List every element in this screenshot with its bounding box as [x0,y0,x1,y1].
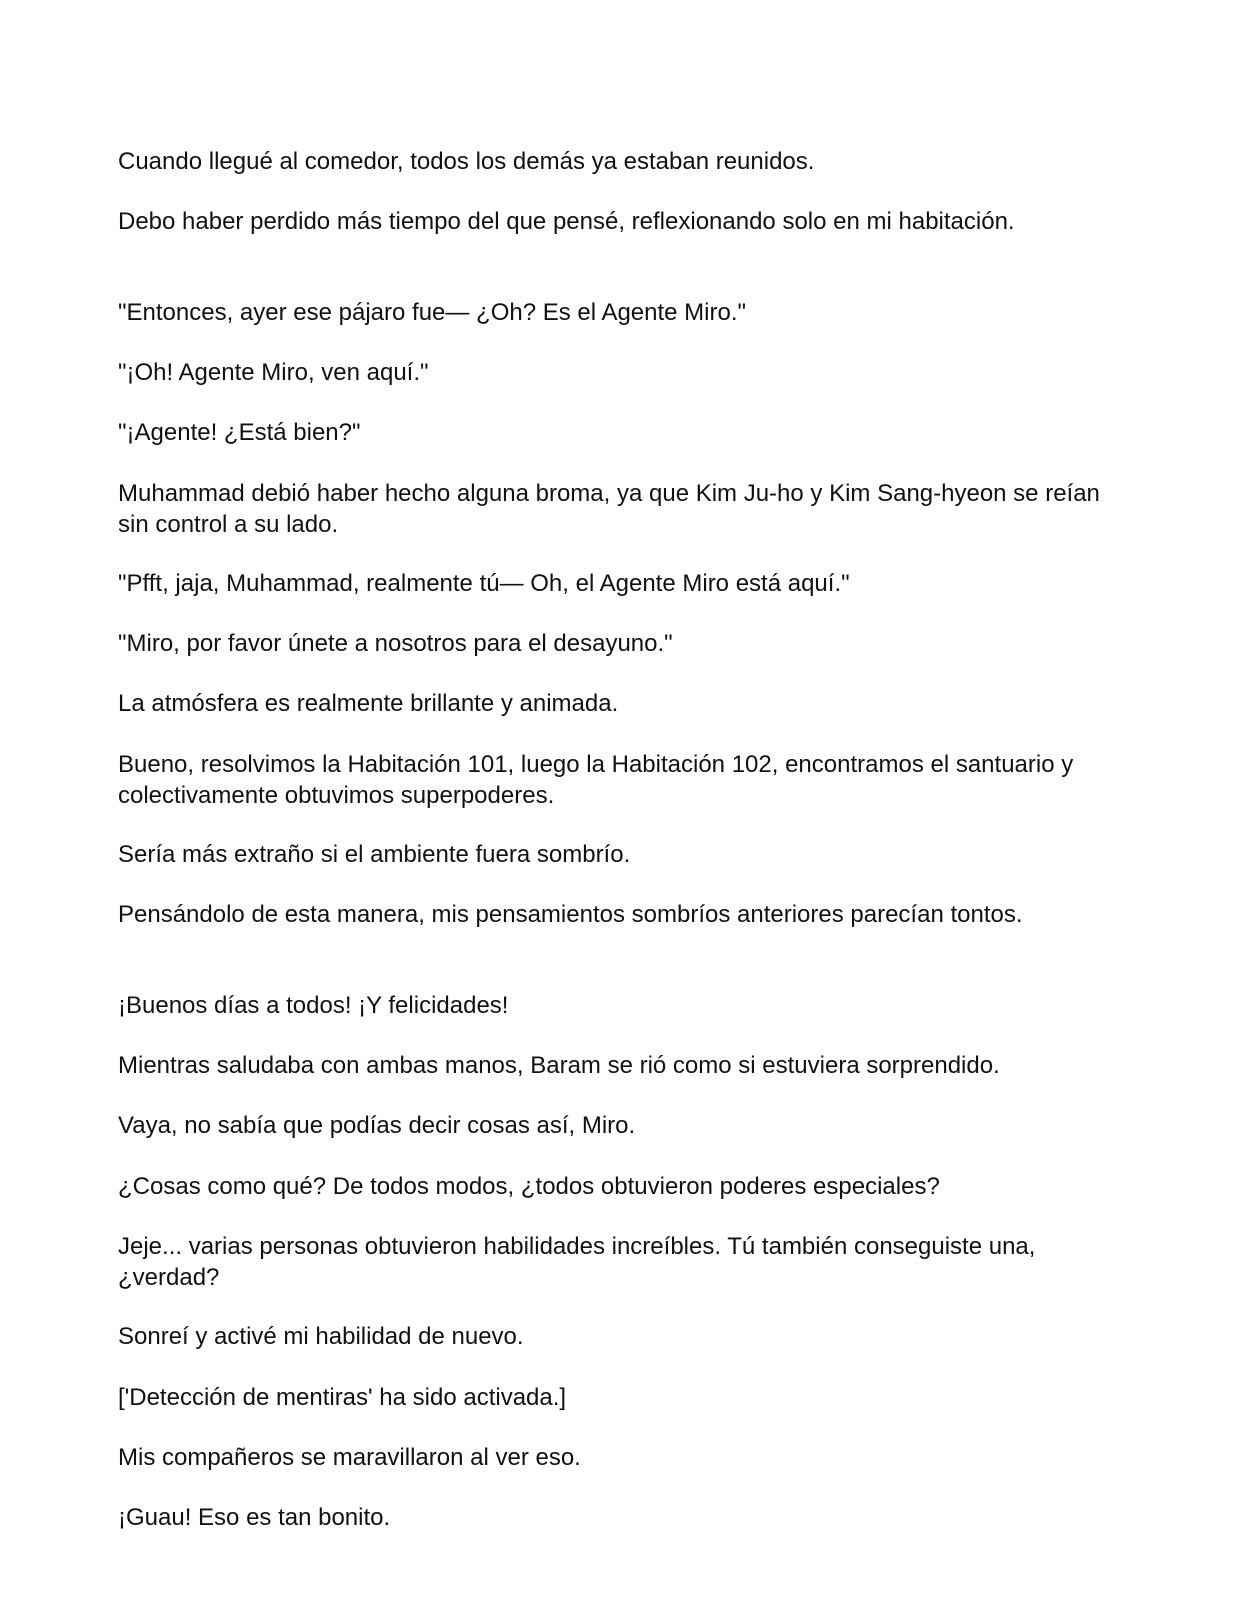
paragraph: ¡Buenos días a todos! ¡Y felicidades! [118,992,509,1019]
paragraph: Bueno, resolvimos la Habitación 101, luego la Habitación 102, encontramos el santuario y colectivamente obtuvimos superpoderes. [118,751,1074,809]
paragraph: "Entonces, ayer ese pájaro fue— ¿Oh? Es el Agente Miro." [118,299,747,326]
paragraph: ¿Cosas como qué? De todos modos, ¿todos obtuvieron poderes especiales? [118,1173,940,1200]
paragraph: Mientras saludaba con ambas manos, Baram se rió como si estuviera sorprendido. [118,1052,1000,1079]
paragraph: ¡Guau! Eso es tan bonito. [118,1504,391,1531]
paragraph: ['Detección de mentiras' ha sido activada.] [118,1384,567,1411]
paragraph: "¡Agente! ¿Está bien?" [118,419,361,446]
paragraph: Muhammad debió haber hecho alguna broma, ya que Kim Ju-ho y Kim Sang-hyeon se reían sin control a su lado. [118,480,1100,538]
paragraph: Sería más extraño si el ambiente fuera sombrío. [118,841,631,868]
paragraph: Cuando llegué al comedor, todos los demás ya estaban reunidos. [118,148,815,175]
paragraph: Pensándolo de esta manera, mis pensamientos sombríos anteriores parecían tontos. [118,901,1023,928]
paragraph: Vaya, no sabía que podías decir cosas así, Miro. [118,1112,636,1139]
paragraph: "Pfft, jaja, Muhammad, realmente tú— Oh, el Agente Miro está aquí." [118,570,850,597]
paragraph: "Miro, por favor únete a nosotros para el desayuno." [118,630,673,657]
paragraph: La atmósfera es realmente brillante y animada. [118,690,619,717]
paragraph: Debo haber perdido más tiempo del que pensé, reflexionando solo en mi habitación. [118,208,1015,235]
paragraph: Mis compañeros se maravillaron al ver eso. [118,1444,581,1471]
paragraph: "¡Oh! Agente Miro, ven aquí." [118,359,429,386]
paragraph: Jeje... varias personas obtuvieron habilidades increíbles. Tú también conseguiste una, ¿verdad? [118,1233,1036,1291]
paragraph: Sonreí y activé mi habilidad de nuevo. [118,1323,524,1350]
